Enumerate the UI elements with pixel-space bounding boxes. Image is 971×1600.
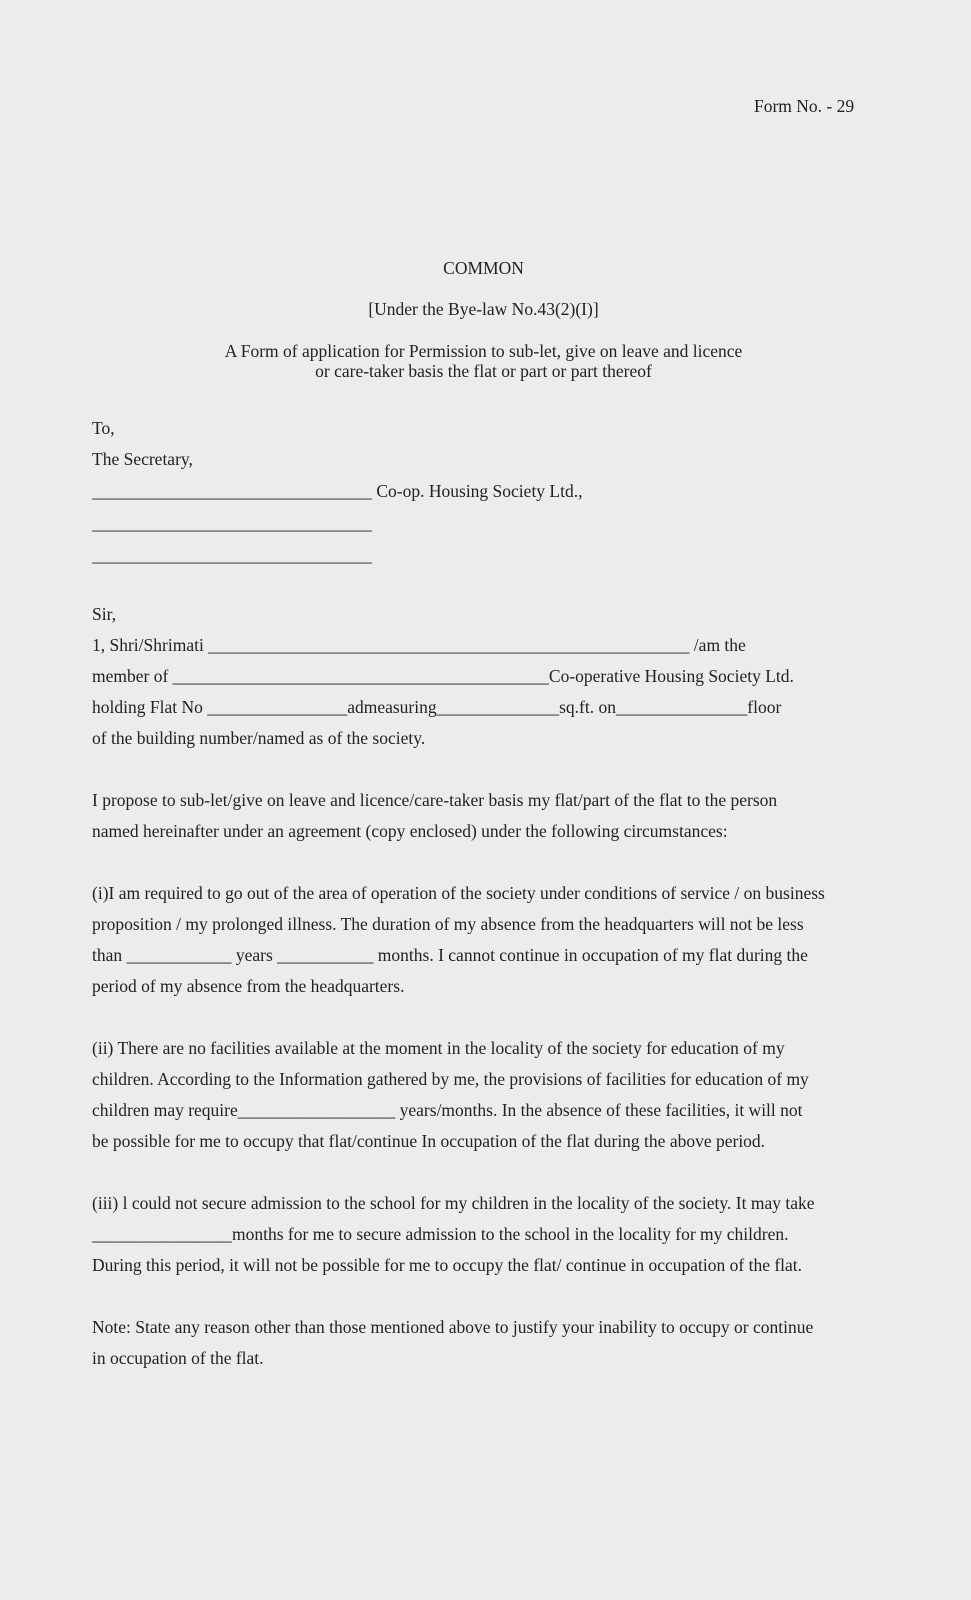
address-to: To, (92, 418, 115, 438)
intro-line: holding Flat No ________________admeasuring______________sq.ft. on_______________floor (92, 697, 782, 717)
clause-i-line: period of my absence from the headquarters. (92, 976, 405, 996)
intro-line: of the building number/named as of the society. (92, 728, 426, 748)
proposal-line: I propose to sub-let/give on leave and licence/care-taker basis my flat/part of the flat to the person (92, 790, 778, 810)
proposal-line: named hereinafter under an agreement (copy enclosed) under the following circumstances: (92, 821, 728, 841)
note-line: in occupation of the flat. (92, 1348, 264, 1368)
clause-iii-line: (iii) l could not secure admission to the school for my children in the locality of the society. It may take (92, 1193, 815, 1213)
note-line: Note: State any reason other than those mentioned above to justify your inability to occupy or continue (92, 1317, 814, 1337)
address-recipient: The Secretary, (92, 449, 193, 469)
intro-line: 1, Shri/Shrimati _______________________________________________________ /am the (92, 635, 746, 655)
clause-i-line: proposition / my prolonged illness. The duration of my absence from the headquarters will not be less (92, 914, 804, 934)
bye-law-reference: [Under the Bye-law No.43(2)(I)] (368, 299, 599, 319)
form-subtitle-line-1: A Form of application for Permission to sub-let, give on leave and licence (224, 341, 743, 361)
society-name-line: ________________________________ Co-op. Housing Society Ltd., (92, 481, 583, 501)
clause-ii-line: (ii) There are no facilities available at the moment in the locality of the society for education of my (92, 1038, 785, 1058)
salutation: Sir, (92, 604, 117, 624)
clause-iii-line: During this period, it will not be possible for me to occupy the flat/ continue in occupation of the flat. (92, 1255, 803, 1275)
clause-ii-line: children. According to the Information gathered by me, the provisions of facilities for education of my (92, 1069, 809, 1089)
clause-iii-line: ________________months for me to secure admission to the school in the locality for my children. (92, 1224, 789, 1244)
intro-line: member of ___________________________________________Co-operative Housing Society Ltd. (92, 666, 794, 686)
clause-i-line: (i)I am required to go out of the area of operation of the society under conditions of service / on business (92, 883, 825, 903)
address-blank-line: ________________________________ (92, 545, 372, 565)
clause-ii-line: be possible for me to occupy that flat/continue In occupation of the flat during the above period. (92, 1131, 766, 1151)
address-blank-line: ________________________________ (92, 513, 372, 533)
form-subtitle-line-2: or care-taker basis the flat or part or part thereof (315, 361, 652, 381)
form-title: COMMON (443, 258, 524, 278)
clause-ii-line: children may require__________________ years/months. In the absence of these facilities, it will not (92, 1100, 803, 1120)
form-number: Form No. - 29 (754, 96, 855, 116)
clause-i-line: than ____________ years ___________ months. I cannot continue in occupation of my flat during the (92, 945, 808, 965)
